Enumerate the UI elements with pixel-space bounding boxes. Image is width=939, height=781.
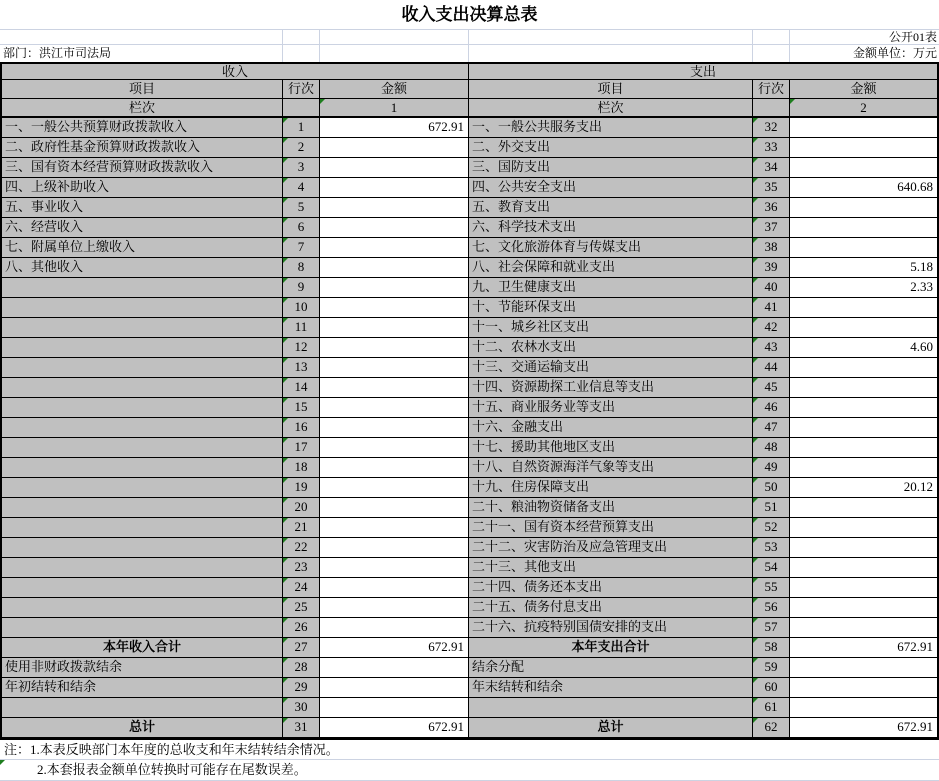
error-indicator-icon xyxy=(283,578,288,583)
error-indicator-icon xyxy=(283,718,288,723)
income-rowno-cell[interactable]: 12 xyxy=(283,338,320,358)
error-indicator-icon xyxy=(283,338,288,343)
expenditure-item-cell[interactable]: 二十二、灾害防治及应急管理支出 xyxy=(469,538,753,558)
error-indicator-icon xyxy=(283,198,288,203)
error-indicator-icon xyxy=(753,658,758,663)
income-amount-cell[interactable] xyxy=(320,278,469,298)
expenditure-rowno-cell[interactable]: 52 xyxy=(753,518,790,538)
income-amount-cell[interactable] xyxy=(320,538,469,558)
expenditure-amount-cell[interactable]: 4.60 xyxy=(790,338,937,358)
error-indicator-icon xyxy=(753,338,758,343)
expenditure-rowno-cell[interactable]: 42 xyxy=(753,318,790,338)
income-item-cell[interactable] xyxy=(2,358,283,378)
income-item-cell[interactable]: 五、事业收入 xyxy=(2,198,283,218)
income-item-cell[interactable] xyxy=(2,318,283,338)
expenditure-rowno-cell[interactable]: 33 xyxy=(753,138,790,158)
error-indicator-icon xyxy=(753,438,758,443)
income-rowno-cell[interactable]: 1 xyxy=(283,118,320,138)
expenditure-amount-cell[interactable] xyxy=(790,378,937,398)
expenditure-item-cell[interactable]: 八、社会保障和就业支出 xyxy=(469,258,753,278)
income-amount-cell[interactable] xyxy=(320,458,469,478)
error-indicator-icon xyxy=(283,258,288,263)
error-indicator-icon xyxy=(283,638,288,643)
income-item-cell[interactable] xyxy=(2,598,283,618)
meta-row-table-code xyxy=(0,30,939,45)
error-indicator-icon xyxy=(283,358,288,363)
income-amount-cell[interactable] xyxy=(320,378,469,398)
expenditure-rowno-cell[interactable]: 44 xyxy=(753,358,790,378)
income-amount-cell[interactable] xyxy=(320,238,469,258)
expenditure-rowno-cell[interactable]: 38 xyxy=(753,238,790,258)
error-indicator-icon xyxy=(753,638,758,643)
expenditure-item-cell[interactable]: 十一、城乡社区支出 xyxy=(469,318,753,338)
main-table xyxy=(0,62,939,740)
expenditure-rowno-cell[interactable]: 58 xyxy=(753,638,790,658)
expenditure-amount-cell[interactable] xyxy=(790,578,937,598)
expenditure-rowno-cell[interactable]: 41 xyxy=(753,298,790,318)
expenditure-amount-cell[interactable]: 640.68 xyxy=(790,178,937,198)
error-indicator-icon xyxy=(283,158,288,163)
expenditure-rowno-cell[interactable]: 40 xyxy=(753,278,790,298)
income-rowno-cell[interactable]: 22 xyxy=(283,538,320,558)
error-indicator-icon xyxy=(283,218,288,223)
expenditure-item-cell[interactable]: 十四、资源勘探工业信息等支出 xyxy=(469,378,753,398)
income-amount-cell[interactable] xyxy=(320,218,469,238)
income-rowno-cell[interactable]: 3 xyxy=(283,158,320,178)
expenditure-column-no-text: 2 xyxy=(860,100,867,115)
income-item-cell[interactable] xyxy=(2,698,283,718)
income-item-cell[interactable] xyxy=(2,438,283,458)
expenditure-rowno-cell[interactable]: 57 xyxy=(753,618,790,638)
income-item-cell[interactable] xyxy=(2,578,283,598)
income-rowno-cell[interactable]: 25 xyxy=(283,598,320,618)
income-rowno-cell[interactable]: 8 xyxy=(283,258,320,278)
expenditure-rowno-cell[interactable]: 49 xyxy=(753,458,790,478)
expenditure-item-cell[interactable]: 七、文化旅游体育与传媒支出 xyxy=(469,238,753,258)
expenditure-item-cell[interactable]: 九、卫生健康支出 xyxy=(469,278,753,298)
income-rowno-cell[interactable]: 14 xyxy=(283,378,320,398)
income-amount-cell[interactable] xyxy=(320,338,469,358)
expenditure-item-cell[interactable]: 二十、粮油物资储备支出 xyxy=(469,498,753,518)
error-indicator-icon xyxy=(753,258,758,263)
expenditure-item-cell[interactable]: 年末结转和结余 xyxy=(469,678,753,698)
error-indicator-icon xyxy=(283,438,288,443)
expenditure-amount-cell[interactable] xyxy=(790,598,937,618)
error-indicator-icon xyxy=(283,238,288,243)
expenditure-rowno-cell[interactable]: 36 xyxy=(753,198,790,218)
expenditure-item-cell[interactable]: 十五、商业服务业等支出 xyxy=(469,398,753,418)
expenditure-amount-cell[interactable]: 2.33 xyxy=(790,278,937,298)
error-indicator-icon xyxy=(283,478,288,483)
error-indicator-icon xyxy=(283,138,288,143)
expenditure-rowno-cell[interactable]: 61 xyxy=(753,698,790,718)
page-title: 收入支出决算总表 xyxy=(0,0,939,30)
expenditure-amount-cell[interactable] xyxy=(790,358,937,378)
expenditure-amount-header[interactable]: 金额 xyxy=(790,80,937,99)
expenditure-rowno-cell[interactable]: 35 xyxy=(753,178,790,198)
error-indicator-icon xyxy=(283,618,288,623)
income-rowno-cell[interactable]: 7 xyxy=(283,238,320,258)
expenditure-rowno-cell[interactable]: 47 xyxy=(753,418,790,438)
expenditure-item-cell[interactable]: 十七、援助其他地区支出 xyxy=(469,438,753,458)
error-indicator-icon xyxy=(283,398,288,403)
error-indicator-icon xyxy=(753,358,758,363)
income-rowno-cell[interactable]: 19 xyxy=(283,478,320,498)
expenditure-amount-cell[interactable] xyxy=(790,658,937,678)
error-indicator-icon xyxy=(753,598,758,603)
error-indicator-icon xyxy=(753,318,758,323)
meta-cell xyxy=(283,30,320,45)
error-indicator-icon xyxy=(753,618,758,623)
expenditure-item-cell[interactable]: 二、外交支出 xyxy=(469,138,753,158)
expenditure-amount-cell[interactable] xyxy=(790,518,937,538)
income-amount-cell[interactable] xyxy=(320,438,469,458)
expenditure-item-cell[interactable]: 二十四、债务还本支出 xyxy=(469,578,753,598)
income-amount-cell[interactable] xyxy=(320,178,469,198)
income-column-no[interactable] xyxy=(320,99,469,118)
income-amount-header[interactable]: 金额 xyxy=(320,80,469,99)
income-item-cell[interactable]: 三、国有资本经营预算财政拨款收入 xyxy=(2,158,283,178)
expenditure-item-cell[interactable]: 总计 xyxy=(469,718,753,738)
expenditure-rowno-cell[interactable]: 53 xyxy=(753,538,790,558)
error-indicator-icon xyxy=(753,218,758,223)
meta-cell xyxy=(469,45,753,62)
income-rowno-cell[interactable]: 10 xyxy=(283,298,320,318)
error-indicator-icon xyxy=(753,158,758,163)
error-indicator-icon xyxy=(283,538,288,543)
income-rowno-cell[interactable]: 11 xyxy=(283,318,320,338)
income-item-cell[interactable] xyxy=(2,478,283,498)
table-code-label: 公开01表 xyxy=(790,30,939,45)
income-item-cell[interactable]: 使用非财政拨款结余 xyxy=(2,658,283,678)
error-indicator-icon xyxy=(753,498,758,503)
error-indicator-icon xyxy=(753,278,758,283)
expenditure-section-header[interactable]: 支出 xyxy=(469,64,937,80)
income-rowno-cell[interactable]: 13 xyxy=(283,358,320,378)
income-amount-cell[interactable] xyxy=(320,418,469,438)
income-rowno-cell[interactable]: 17 xyxy=(283,438,320,458)
meta-cell xyxy=(320,45,469,62)
expenditure-amount-cell[interactable] xyxy=(790,538,937,558)
error-indicator-icon xyxy=(753,718,758,723)
meta-cell xyxy=(320,30,469,45)
expenditure-item-cell[interactable]: 二十三、其他支出 xyxy=(469,558,753,578)
expenditure-item-cell[interactable]: 本年支出合计 xyxy=(469,638,753,658)
expenditure-amount-cell[interactable] xyxy=(790,678,937,698)
error-indicator-icon xyxy=(753,238,758,243)
income-amount-cell[interactable] xyxy=(320,558,469,578)
income-item-cell[interactable]: 总计 xyxy=(2,718,283,738)
expenditure-column-no[interactable] xyxy=(790,99,937,118)
expenditure-amount-cell[interactable] xyxy=(790,698,937,718)
expenditure-rowno-cell[interactable]: 45 xyxy=(753,378,790,398)
expenditure-item-cell[interactable]: 六、科学技术支出 xyxy=(469,218,753,238)
expenditure-rowno-cell[interactable]: 39 xyxy=(753,258,790,278)
error-indicator-icon xyxy=(283,458,288,463)
footnotes xyxy=(0,740,939,781)
error-indicator-icon xyxy=(753,518,758,523)
error-indicator-icon xyxy=(283,518,288,523)
expenditure-rowno-cell[interactable]: 46 xyxy=(753,398,790,418)
expenditure-rowno-cell[interactable]: 60 xyxy=(753,678,790,698)
income-amount-cell[interactable] xyxy=(320,158,469,178)
error-indicator-icon xyxy=(283,698,288,703)
expenditure-rowno-cell[interactable]: 62 xyxy=(753,718,790,738)
expenditure-rowno-cell[interactable]: 59 xyxy=(753,658,790,678)
income-rowno-cell[interactable]: 21 xyxy=(283,518,320,538)
error-indicator-icon xyxy=(283,418,288,423)
expenditure-amount-cell[interactable] xyxy=(790,218,937,238)
expenditure-item-cell[interactable]: 五、教育支出 xyxy=(469,198,753,218)
expenditure-amount-cell[interactable] xyxy=(790,398,937,418)
income-rowno-cell[interactable]: 27 xyxy=(283,638,320,658)
expenditure-item-cell[interactable]: 一、一般公共服务支出 xyxy=(469,118,753,138)
income-amount-cell[interactable]: 672.91 xyxy=(320,718,469,738)
income-rowno-cell[interactable]: 23 xyxy=(283,558,320,578)
expenditure-rowno-cell[interactable]: 54 xyxy=(753,558,790,578)
income-item-cell[interactable] xyxy=(2,378,283,398)
income-item-cell[interactable]: 六、经营收入 xyxy=(2,218,283,238)
expenditure-item-cell[interactable]: 三、国防支出 xyxy=(469,158,753,178)
expenditure-item-cell[interactable]: 二十五、债务付息支出 xyxy=(469,598,753,618)
income-item-cell[interactable] xyxy=(2,278,283,298)
error-indicator-icon xyxy=(320,99,325,104)
error-indicator-icon xyxy=(753,578,758,583)
income-amount-cell[interactable] xyxy=(320,398,469,418)
expenditure-item-cell[interactable]: 十、节能环保支出 xyxy=(469,298,753,318)
income-amount-cell[interactable] xyxy=(320,258,469,278)
expenditure-amount-cell[interactable] xyxy=(790,298,937,318)
income-rowno-cell[interactable]: 16 xyxy=(283,418,320,438)
error-indicator-icon xyxy=(283,118,288,123)
error-indicator-icon xyxy=(0,760,5,765)
income-item-cell[interactable] xyxy=(2,418,283,438)
expenditure-amount-cell[interactable] xyxy=(790,498,937,518)
income-item-cell[interactable] xyxy=(2,618,283,638)
income-amount-cell[interactable] xyxy=(320,318,469,338)
income-rowno-cell[interactable]: 28 xyxy=(283,658,320,678)
meta-cell xyxy=(753,30,790,45)
expenditure-amount-cell[interactable]: 20.12 xyxy=(790,478,937,498)
income-item-cell[interactable] xyxy=(2,458,283,478)
expenditure-column-label[interactable]: 栏次 xyxy=(469,99,753,118)
error-indicator-icon xyxy=(753,418,758,423)
income-amount-cell[interactable] xyxy=(320,498,469,518)
expenditure-rowno-cell[interactable]: 34 xyxy=(753,158,790,178)
expenditure-item-cell[interactable]: 四、公共安全支出 xyxy=(469,178,753,198)
expenditure-rowno-cell[interactable]: 37 xyxy=(753,218,790,238)
income-amount-cell[interactable] xyxy=(320,678,469,698)
income-rowno-cell[interactable]: 15 xyxy=(283,398,320,418)
income-amount-cell[interactable] xyxy=(320,198,469,218)
expenditure-item-cell[interactable]: 二十一、国有资本经营预算支出 xyxy=(469,518,753,538)
error-indicator-icon xyxy=(283,318,288,323)
meta-cell xyxy=(0,30,283,45)
income-item-cell[interactable]: 二、政府性基金预算财政拨款收入 xyxy=(2,138,283,158)
error-indicator-icon xyxy=(753,178,758,183)
income-amount-cell[interactable] xyxy=(320,578,469,598)
error-indicator-icon xyxy=(753,698,758,703)
income-rowno-cell[interactable]: 30 xyxy=(283,698,320,718)
expenditure-rowno-cell[interactable]: 32 xyxy=(753,118,790,138)
meta-cell xyxy=(469,30,753,45)
error-indicator-icon xyxy=(283,178,288,183)
income-section-header[interactable]: 收入 xyxy=(2,64,469,80)
expenditure-amount-cell[interactable] xyxy=(790,238,937,258)
error-indicator-icon xyxy=(753,678,758,683)
error-indicator-icon xyxy=(753,118,758,123)
expenditure-item-cell[interactable] xyxy=(469,698,753,718)
error-indicator-icon xyxy=(753,198,758,203)
income-amount-cell[interactable] xyxy=(320,518,469,538)
expenditure-column-spacer[interactable] xyxy=(753,99,790,118)
error-indicator-icon xyxy=(283,678,288,683)
meta-cell xyxy=(753,45,790,62)
footnote-1: 注：1.本表反映部门本年度的总收支和年末结转结余情况。 xyxy=(0,740,939,760)
income-amount-cell[interactable] xyxy=(320,298,469,318)
error-indicator-icon xyxy=(753,538,758,543)
footnote-2-text: 2.本套报表金额单位转换时可能存在尾数误差。 xyxy=(37,762,307,777)
income-item-cell[interactable]: 七、附属单位上缴收入 xyxy=(2,238,283,258)
income-rowno-cell[interactable]: 5 xyxy=(283,198,320,218)
income-amount-cell[interactable] xyxy=(320,698,469,718)
income-item-cell[interactable]: 四、上级补助收入 xyxy=(2,178,283,198)
expenditure-amount-cell[interactable] xyxy=(790,118,937,138)
income-item-cell[interactable]: 年初结转和结余 xyxy=(2,678,283,698)
income-rowno-cell[interactable]: 20 xyxy=(283,498,320,518)
income-column-spacer[interactable] xyxy=(283,99,320,118)
income-rowno-header[interactable]: 行次 xyxy=(283,80,320,99)
expenditure-amount-cell[interactable] xyxy=(790,458,937,478)
income-column-label[interactable]: 栏次 xyxy=(2,99,283,118)
income-rowno-cell[interactable]: 24 xyxy=(283,578,320,598)
expenditure-rowno-cell[interactable]: 50 xyxy=(753,478,790,498)
expenditure-item-cell[interactable]: 十九、住房保障支出 xyxy=(469,478,753,498)
expenditure-amount-cell[interactable] xyxy=(790,558,937,578)
error-indicator-icon xyxy=(753,478,758,483)
expenditure-amount-cell[interactable] xyxy=(790,438,937,458)
footnote-2 xyxy=(0,760,939,781)
income-rowno-cell[interactable]: 31 xyxy=(283,718,320,738)
error-indicator-icon xyxy=(753,458,758,463)
error-indicator-icon xyxy=(753,558,758,563)
unit-label: 金额单位：万元 xyxy=(852,46,937,60)
expenditure-amount-cell[interactable] xyxy=(790,138,937,158)
income-amount-cell[interactable] xyxy=(320,598,469,618)
expenditure-item-cell[interactable]: 二十六、抗疫特别国债安排的支出 xyxy=(469,618,753,638)
meta-cell xyxy=(283,45,320,62)
error-indicator-icon xyxy=(283,378,288,383)
meta-row-department xyxy=(0,45,939,62)
income-item-cell[interactable]: 本年收入合计 xyxy=(2,638,283,658)
income-item-header[interactable]: 项目 xyxy=(2,80,283,99)
error-indicator-icon xyxy=(283,278,288,283)
income-item-cell[interactable] xyxy=(2,518,283,538)
income-item-cell[interactable] xyxy=(2,498,283,518)
expenditure-amount-cell[interactable]: 5.18 xyxy=(790,258,937,278)
income-rowno-cell[interactable]: 4 xyxy=(283,178,320,198)
expenditure-amount-cell[interactable] xyxy=(790,418,937,438)
expenditure-item-cell[interactable]: 十八、自然资源海洋气象等支出 xyxy=(469,458,753,478)
expenditure-rowno-cell[interactable]: 56 xyxy=(753,598,790,618)
expenditure-rowno-cell[interactable]: 48 xyxy=(753,438,790,458)
error-indicator-icon xyxy=(283,298,288,303)
expenditure-item-cell[interactable]: 十六、金融支出 xyxy=(469,418,753,438)
department-label: 部门：洪江市司法局 xyxy=(0,45,283,62)
income-rowno-cell[interactable]: 29 xyxy=(283,678,320,698)
expenditure-item-cell[interactable]: 结余分配 xyxy=(469,658,753,678)
error-indicator-icon xyxy=(283,598,288,603)
error-indicator-icon xyxy=(753,398,758,403)
income-amount-cell[interactable]: 672.91 xyxy=(320,118,469,138)
error-indicator-icon xyxy=(753,298,758,303)
income-rowno-cell[interactable]: 26 xyxy=(283,618,320,638)
income-amount-cell[interactable] xyxy=(320,358,469,378)
income-item-cell[interactable] xyxy=(2,398,283,418)
income-rowno-cell[interactable]: 9 xyxy=(283,278,320,298)
expenditure-amount-cell[interactable] xyxy=(790,158,937,178)
income-amount-cell[interactable]: 672.91 xyxy=(320,638,469,658)
income-item-cell[interactable]: 八、其他收入 xyxy=(2,258,283,278)
income-item-cell[interactable]: 一、一般公共预算财政拨款收入 xyxy=(2,118,283,138)
income-amount-cell[interactable] xyxy=(320,658,469,678)
income-column-no-text: 1 xyxy=(390,100,398,115)
expenditure-item-cell[interactable]: 十三、交通运输支出 xyxy=(469,358,753,378)
income-item-cell[interactable] xyxy=(2,538,283,558)
income-rowno-cell[interactable]: 2 xyxy=(283,138,320,158)
expenditure-item-header[interactable]: 项目 xyxy=(469,80,753,99)
error-indicator-icon xyxy=(753,138,758,143)
income-amount-cell[interactable] xyxy=(320,478,469,498)
expenditure-rowno-header[interactable]: 行次 xyxy=(753,80,790,99)
income-item-cell[interactable] xyxy=(2,298,283,318)
expenditure-item-cell[interactable]: 十二、农林水支出 xyxy=(469,338,753,358)
income-item-cell[interactable] xyxy=(2,558,283,578)
expenditure-amount-cell[interactable]: 672.91 xyxy=(790,638,937,658)
income-rowno-cell[interactable]: 6 xyxy=(283,218,320,238)
expenditure-rowno-cell[interactable]: 55 xyxy=(753,578,790,598)
error-indicator-icon xyxy=(283,558,288,563)
expenditure-amount-cell[interactable] xyxy=(790,318,937,338)
income-item-cell[interactable] xyxy=(2,338,283,358)
error-indicator-icon xyxy=(790,99,795,104)
error-indicator-icon xyxy=(283,498,288,503)
expenditure-rowno-cell[interactable]: 43 xyxy=(753,338,790,358)
income-amount-cell[interactable] xyxy=(320,138,469,158)
income-amount-cell[interactable] xyxy=(320,618,469,638)
income-rowno-cell[interactable]: 18 xyxy=(283,458,320,478)
expenditure-amount-cell[interactable] xyxy=(790,198,937,218)
error-indicator-icon xyxy=(753,378,758,383)
expenditure-amount-cell[interactable]: 672.91 xyxy=(790,718,937,738)
error-indicator-icon xyxy=(283,658,288,663)
expenditure-rowno-cell[interactable]: 51 xyxy=(753,498,790,518)
expenditure-amount-cell[interactable] xyxy=(790,618,937,638)
